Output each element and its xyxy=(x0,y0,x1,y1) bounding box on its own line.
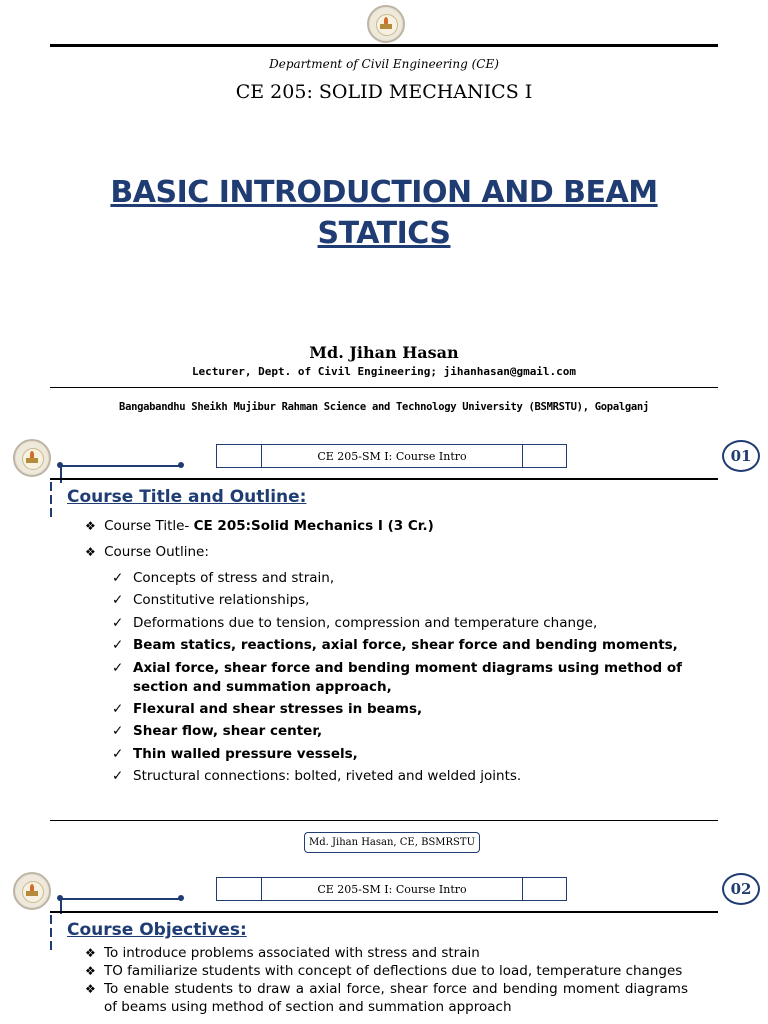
cover-mid-rule xyxy=(50,387,718,388)
slide1-footer-rule xyxy=(50,820,718,821)
outline-item-text: Shear flow, shear center, xyxy=(133,723,323,740)
outline-item-text: Beam statics, reactions, axial force, shear force and bending moments, xyxy=(133,637,678,654)
outline-item-text: Axial force, shear force and bending moment diagrams using method of section and summation approach, xyxy=(133,659,683,695)
check-icon: ✓ xyxy=(112,659,124,676)
objective-item-text: To enable students to draw a axial force, shear force and bending moment diagrams of beams using method of section and summation approach xyxy=(104,981,688,1015)
slide1-header-bar xyxy=(216,444,567,468)
outline-item xyxy=(112,700,692,719)
slide2-bracket-line-c xyxy=(50,941,52,950)
slide2-bracket-line-b xyxy=(50,928,52,937)
slide1-connector-line xyxy=(60,465,181,467)
check-icon: ✓ xyxy=(112,570,124,586)
check-icon: ✓ xyxy=(112,700,124,717)
objective-item xyxy=(85,980,688,1016)
slide1-header-label: CE 205-SM I: Course Intro xyxy=(317,449,467,463)
presentation-title-line1: BASIC INTRODUCTION AND BEAM xyxy=(110,175,658,210)
diamond-bullet-icon: ❖ xyxy=(85,982,96,996)
slide1-section-title: Course Title and Outline: xyxy=(67,487,307,507)
diamond-bullet-icon: ❖ xyxy=(85,946,96,960)
slide1-footer-label: Md. Jihan Hasan, CE, BSMRSTU xyxy=(304,832,480,853)
author-name: Md. Jihan Hasan xyxy=(309,343,459,362)
course-title-value: CE 205:Solid Mechanics I (3 Cr.) xyxy=(193,518,434,534)
slide1-number: 01 xyxy=(722,440,760,472)
course-title-prefix: Course Title- xyxy=(104,518,194,534)
course-objectives-list xyxy=(85,944,688,1016)
slide1-logo xyxy=(13,439,51,477)
outline-item-text: Constitutive relationships, xyxy=(133,592,310,609)
slide2-header-bar xyxy=(216,877,567,901)
slide1-bracket-line-b xyxy=(50,495,52,504)
course-code-title: CE 205: SOLID MECHANICS I xyxy=(235,81,533,103)
check-icon: ✓ xyxy=(112,614,124,631)
slide2-number: 02 xyxy=(722,873,760,905)
check-icon: ✓ xyxy=(112,592,124,609)
department-label: Department of Civil Engineering (CE) xyxy=(269,57,499,71)
slide1-bracket-line-c xyxy=(50,508,52,517)
check-icon: ✓ xyxy=(112,768,124,785)
outline-item-text: Thin walled pressure vessels, xyxy=(133,745,358,762)
check-icon: ✓ xyxy=(112,637,124,654)
slide1-header-rule xyxy=(50,478,718,480)
slide2-connector-dot-right xyxy=(178,895,184,901)
objective-item-text: TO familiarize students with concept of deflections due to load, temperature changes xyxy=(104,963,683,979)
outline-item xyxy=(112,659,692,697)
outline-item xyxy=(112,591,692,610)
check-icon: ✓ xyxy=(112,745,124,762)
slide2-bracket-line-a xyxy=(50,915,52,924)
presentation-title-line2: STATICS xyxy=(317,216,451,251)
outline-item xyxy=(112,745,692,764)
outline-item xyxy=(112,636,692,655)
author-info: Lecturer, Dept. of Civil Engineering; jihanhasan@gmail.com xyxy=(191,365,577,378)
course-outline-item xyxy=(85,543,705,562)
slide1-connector-dot-right xyxy=(178,462,184,468)
slide2-header-rule xyxy=(50,911,718,913)
cover-top-rule xyxy=(50,44,718,47)
university-name: Bangabandhu Sheikh Mujibur Rahman Science and Technology University (BSMRSTU), Gopalganj xyxy=(119,401,649,413)
slide1-bracket-line-a xyxy=(50,482,52,491)
slide2-section-title: Course Objectives: xyxy=(67,920,247,940)
outline-item xyxy=(112,569,692,588)
slide2-logo xyxy=(13,872,51,910)
outline-item-text: Concepts of stress and strain, xyxy=(133,570,335,586)
outline-item xyxy=(112,614,692,633)
outline-item xyxy=(112,767,692,786)
objective-item-text: To introduce problems associated with stress and strain xyxy=(104,945,480,961)
outline-item-text: Flexural and shear stresses in beams, xyxy=(133,700,423,717)
slide1-vertical-line xyxy=(60,465,62,483)
outline-item xyxy=(112,722,692,741)
course-outline-label: Course Outline: xyxy=(104,544,209,560)
course-outline-list xyxy=(112,569,692,790)
course-title-item xyxy=(85,517,705,536)
diamond-bullet-icon: ❖ xyxy=(85,545,96,559)
diamond-bullet-icon: ❖ xyxy=(85,519,96,533)
check-icon: ✓ xyxy=(112,723,124,740)
slide2-connector-line xyxy=(60,898,181,900)
university-logo xyxy=(367,5,405,43)
diamond-bullet-icon: ❖ xyxy=(85,964,96,978)
slide2-header-label: CE 205-SM I: Course Intro xyxy=(317,882,467,896)
outline-item-text: Deformations due to tension, compression and temperature change, xyxy=(133,614,598,631)
outline-item-text: Structural connections: bolted, riveted and welded joints. xyxy=(133,768,522,785)
objective-item xyxy=(85,962,688,980)
objective-item xyxy=(85,944,688,962)
